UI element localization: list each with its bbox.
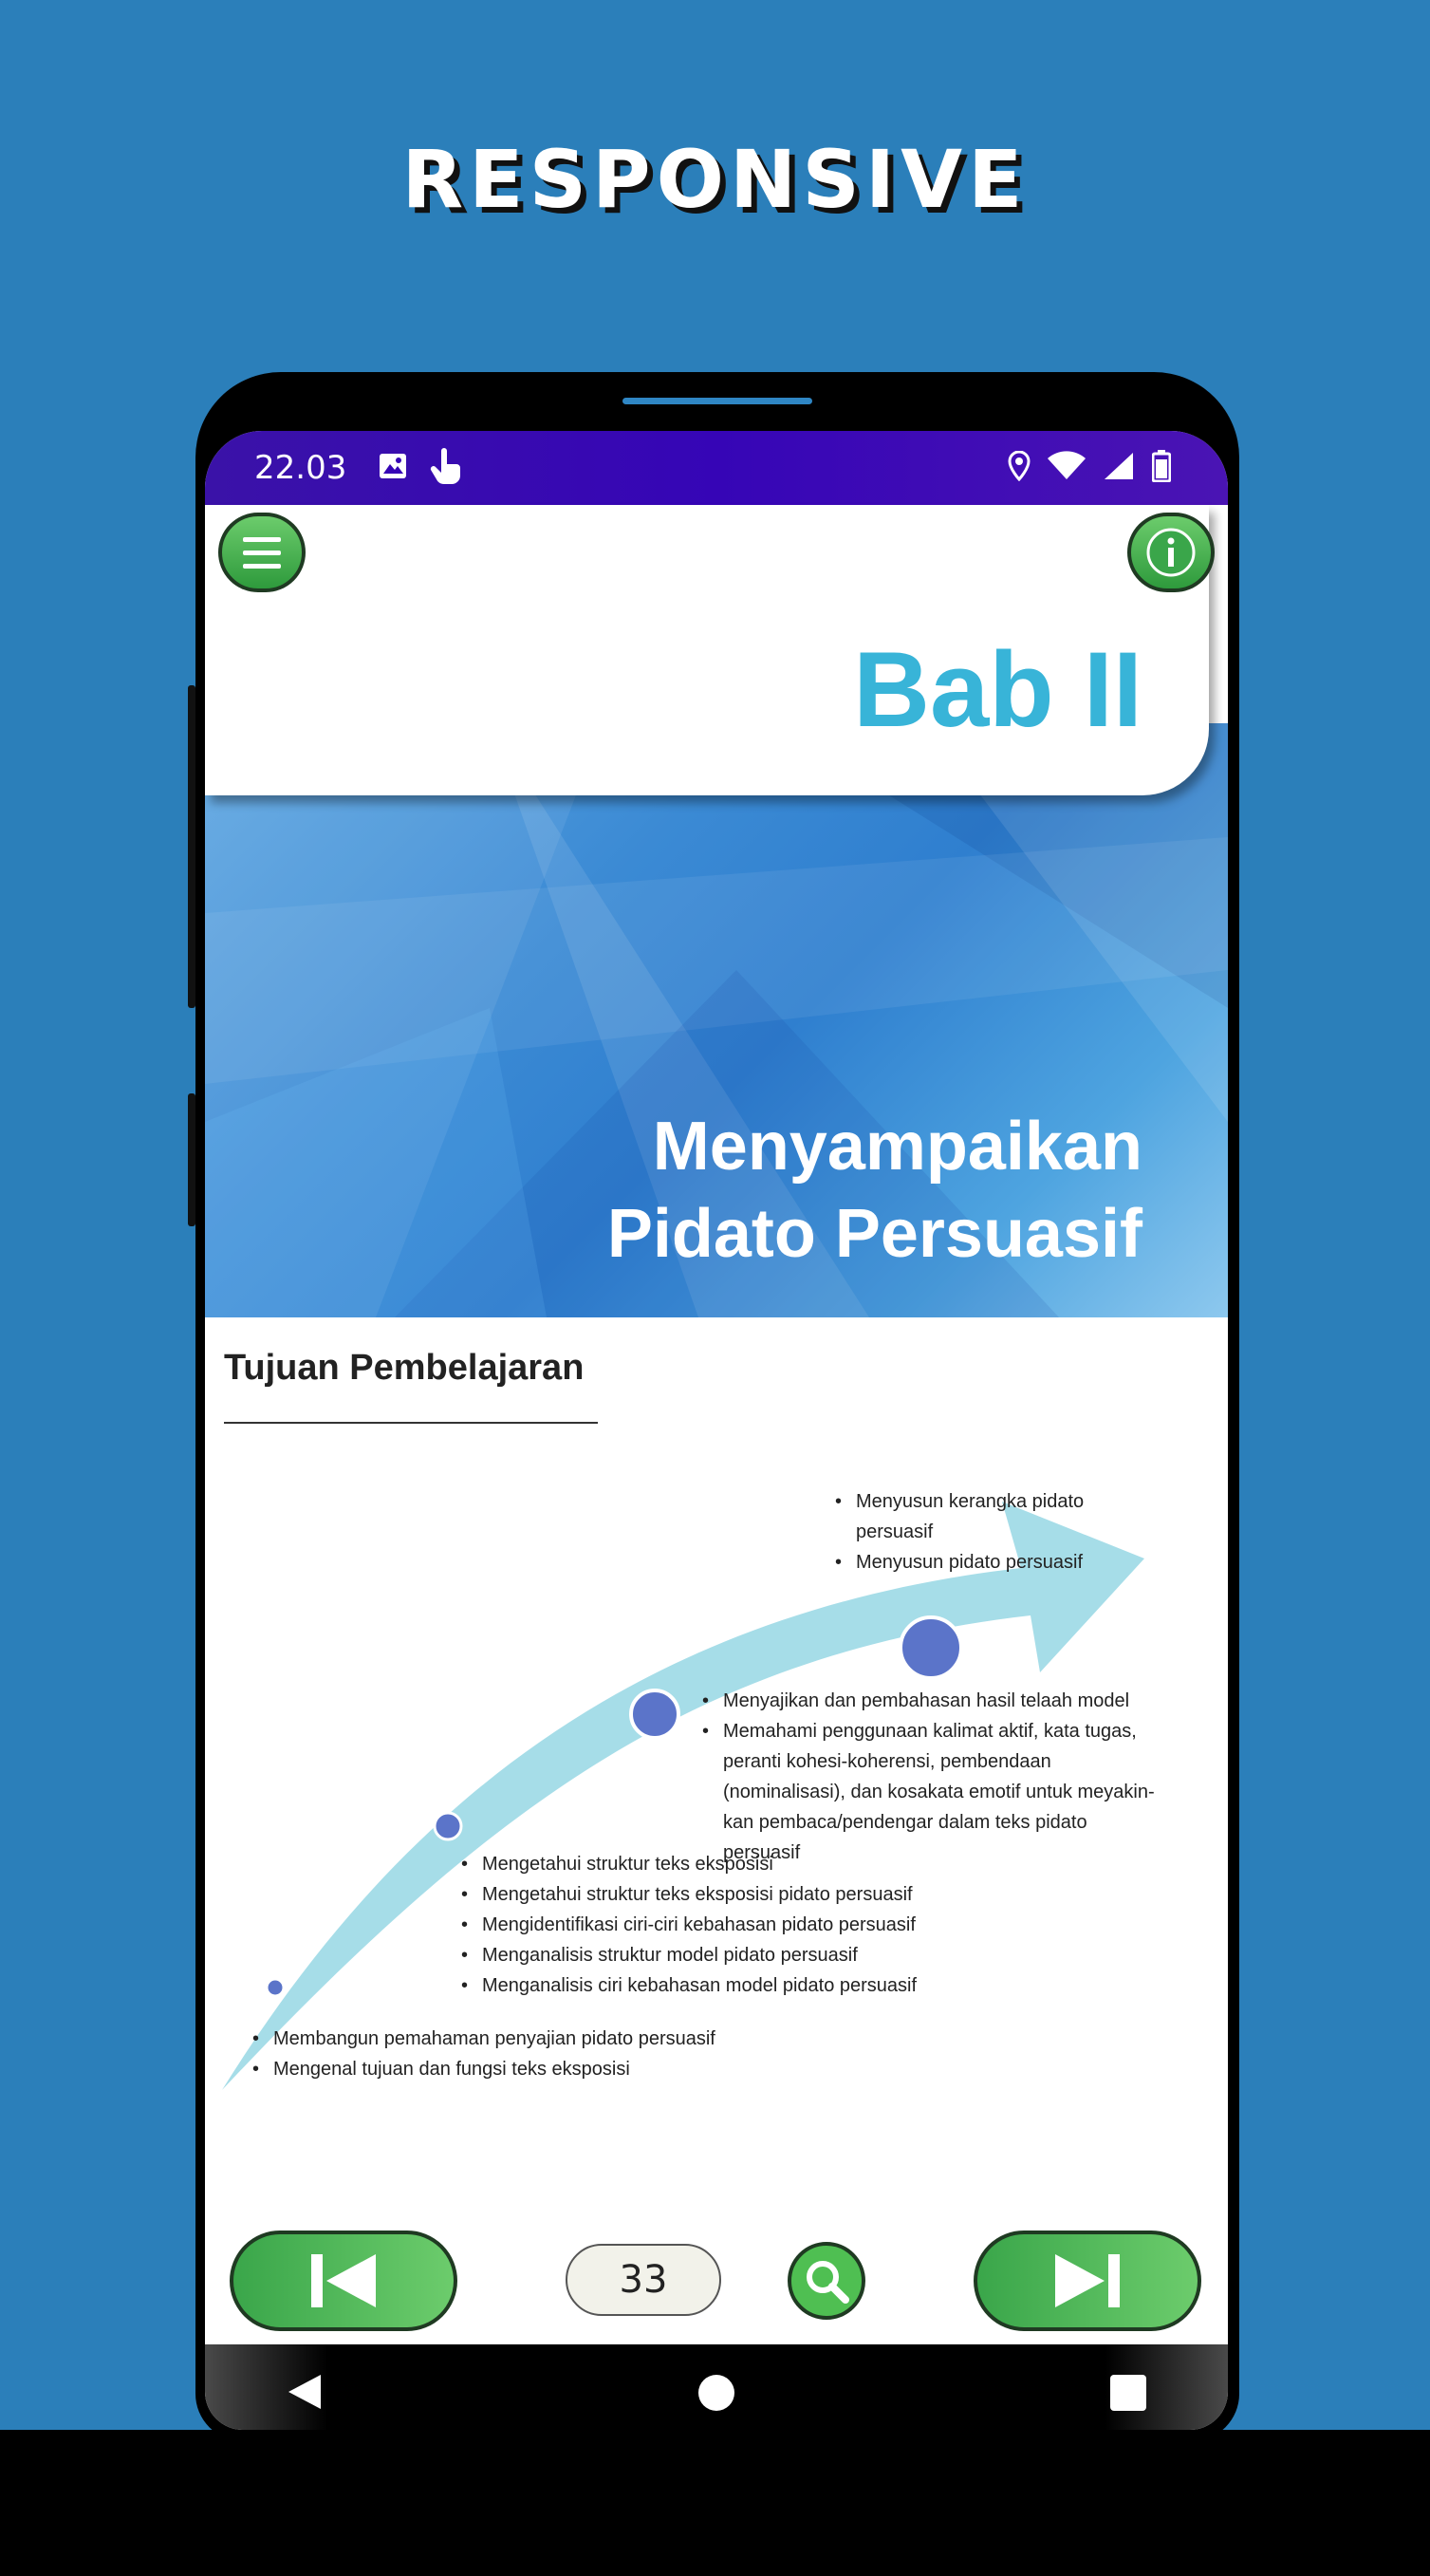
system-nav-bar xyxy=(205,2344,1228,2430)
bottom-band xyxy=(0,2430,1430,2576)
menu-icon xyxy=(241,533,283,571)
list-item: • Memahami penggunaan kalimat aktif, kata tugas, peranti kohesi-koherensi, pembendaan (nominalisasi), dan kosakata emotif untuk meyakin-kan pembaca/pendengar dalam teks pidato persuasif xyxy=(702,1716,1158,1868)
list-item: • Mengidentifikasi ciri-ciri kebahasan pidato persuasif xyxy=(461,1910,955,1940)
book-page[interactable] xyxy=(205,505,1228,2430)
skip-next-icon xyxy=(1049,2250,1125,2311)
goals-list-3 xyxy=(461,1849,955,2001)
battery-icon xyxy=(1152,450,1171,486)
search-icon xyxy=(802,2256,851,2305)
skip-previous-icon xyxy=(306,2250,381,2311)
list-item: • Mengetahui struktur teks eksposisi pidato persuasif xyxy=(461,1879,955,1910)
milestone-dot xyxy=(901,1617,961,1678)
speaker xyxy=(622,398,812,404)
chapter-label: Bab II xyxy=(853,630,1142,749)
back-triangle-icon[interactable] xyxy=(283,2371,325,2413)
signal-icon xyxy=(1103,451,1135,485)
recents-square-icon[interactable] xyxy=(1108,2373,1148,2413)
menu-button[interactable] xyxy=(218,513,306,592)
milestone-dot xyxy=(435,1813,461,1839)
milestone-dot xyxy=(267,1979,284,1996)
phone-frame xyxy=(195,372,1239,2441)
list-item: • Menyajikan dan pembahasan hasil telaah model xyxy=(702,1686,1158,1716)
status-time: 22.03 xyxy=(254,449,347,487)
list-item: • Menganalisis ciri kebahasan model pidato persuasif xyxy=(461,1970,955,2001)
list-item: • Menganalisis struktur model pidato persuasif xyxy=(461,1940,955,1970)
image-icon xyxy=(379,453,407,483)
chapter-title-line1: Menyampaikan xyxy=(652,1109,1142,1185)
chapter-title-line2: Pidato Persuasif xyxy=(606,1196,1142,1272)
list-item: • Membangun pemahaman penyajian pidato persuasif xyxy=(252,2024,822,2054)
chapter-card xyxy=(205,505,1209,795)
headline: RESPONSIVE xyxy=(401,133,1029,226)
location-icon xyxy=(1008,451,1031,485)
status-bar xyxy=(205,431,1228,505)
list-item: • Mengenal tujuan dan fungsi teks eksposisi xyxy=(252,2054,822,2084)
wifi-icon xyxy=(1048,451,1086,485)
milestone-dot xyxy=(631,1690,678,1738)
list-item: • Menyusun pidato persuasif xyxy=(835,1547,1110,1577)
goals-diagram xyxy=(205,1445,1228,2128)
list-item: • Menyusun kerangka pidato persuasif xyxy=(835,1486,1110,1547)
list-item: • Mengetahui struktur teks eksposisi xyxy=(461,1849,955,1879)
reader-toolbar xyxy=(205,2231,1228,2344)
touch-hand-icon xyxy=(428,447,462,489)
goals-list-1 xyxy=(835,1486,1110,1577)
next-page-button[interactable] xyxy=(974,2231,1201,2331)
phone-screen xyxy=(205,431,1228,2430)
volume-button xyxy=(188,685,195,1008)
home-circle-icon[interactable] xyxy=(696,2373,736,2413)
chapter-banner xyxy=(205,723,1228,1317)
goals-heading: Tujuan Pembelajaran xyxy=(224,1348,585,1388)
info-icon xyxy=(1144,526,1198,579)
goals-list-4 xyxy=(252,2024,822,2084)
goals-divider xyxy=(224,1422,598,1424)
power-button xyxy=(188,1093,195,1226)
info-button[interactable] xyxy=(1127,513,1215,592)
previous-page-button[interactable] xyxy=(230,2231,457,2331)
goals-list-2 xyxy=(702,1686,1158,1868)
chapter-title xyxy=(607,1103,1142,1278)
page-number[interactable]: 33 xyxy=(566,2244,721,2316)
search-button[interactable] xyxy=(788,2242,865,2320)
